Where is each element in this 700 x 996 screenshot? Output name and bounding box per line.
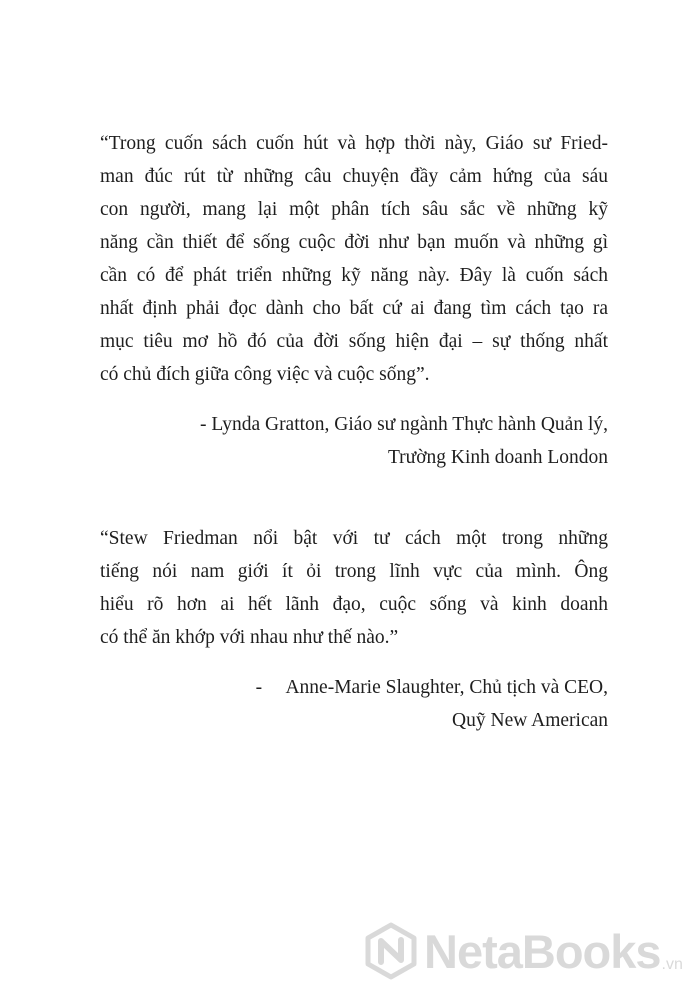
watermark-brand: NetaBooks	[424, 924, 661, 978]
quote-line: “Stew Friedman nổi bật với tư cách một trong những	[100, 528, 608, 549]
quote-anne-marie-slaughter	[100, 522, 608, 654]
netabooks-n-logo-icon	[362, 922, 420, 980]
attribution-line: - Lynda Gratton, Giáo sư ngành Thực hành Quản lý,	[200, 414, 608, 435]
quote-line: nhất định phải đọc dành cho bất cứ ai đang tìm cách tạo ra	[100, 298, 608, 319]
quote-line: có thể ăn khớp với nhau như thế nào.”	[100, 627, 399, 648]
quote-line: mục tiêu mơ hồ đó của đời sống hiện đại – sự thống nhất	[100, 331, 608, 352]
quote-line: có chủ đích giữa công việc và cuộc sống”.	[100, 364, 430, 385]
quote-lynda-gratton	[100, 127, 608, 391]
attribution-line: Trường Kinh doanh London	[387, 447, 608, 468]
quote-line: con người, mang lại một phân tích sâu sắc về những kỹ	[100, 199, 608, 220]
netabooks-watermark	[362, 918, 683, 984]
watermark-suffix: .vn	[661, 956, 683, 973]
quote-line: man đúc rút từ những câu chuyện đầy cảm hứng của sáu	[100, 166, 608, 187]
quote-line: năng cần thiết để sống cuộc đời như bạn muốn và những gì	[100, 232, 608, 253]
quote-line: cần có để phát triển những kỹ năng này. Đây là cuốn sách	[100, 265, 608, 286]
attribution-line: - Anne-Marie Slaughter, Chủ tịch và CEO,	[255, 677, 608, 698]
quote-line: tiếng nói nam giới ít ỏi trong lĩnh vực của mình. Ông	[100, 561, 608, 582]
quote-line: hiểu rõ hơn ai hết lãnh đạo, cuộc sống và kinh doanh	[100, 594, 608, 615]
attribution-lynda-gratton	[200, 408, 608, 474]
attribution-line: Quỹ New American	[452, 710, 608, 731]
quote-line: “Trong cuốn sách cuốn hút và hợp thời này, Giáo sư Fried-	[100, 133, 608, 154]
attribution-anne-marie-slaughter	[256, 671, 608, 737]
